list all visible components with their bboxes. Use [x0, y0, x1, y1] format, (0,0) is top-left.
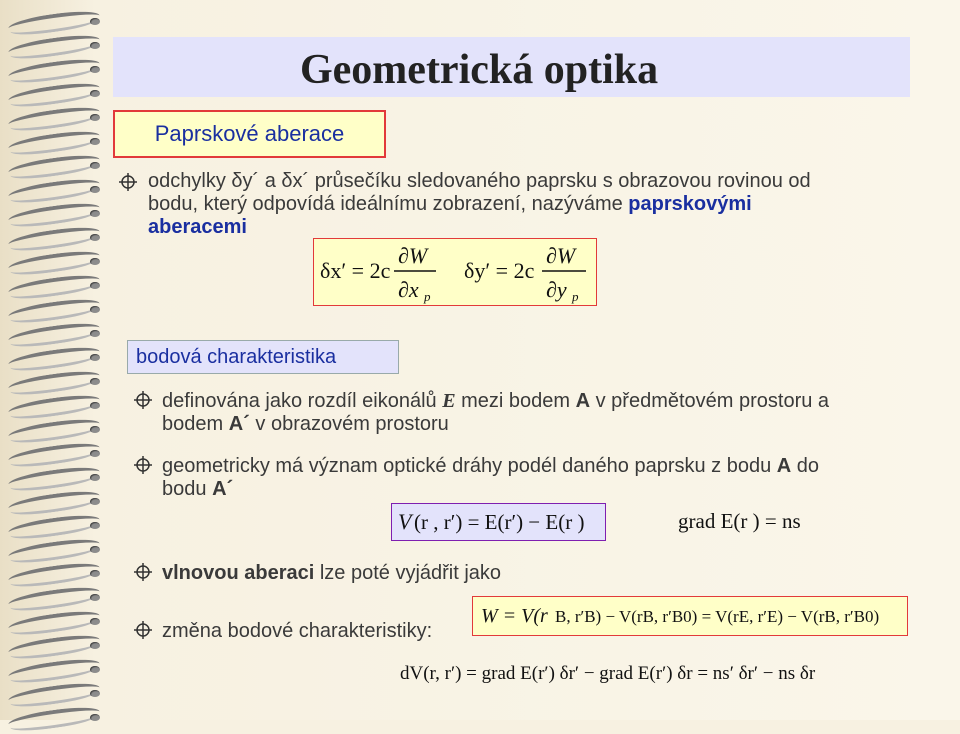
- spiral-coil: [8, 178, 108, 200]
- formula1-sub1: p: [424, 289, 431, 304]
- spiral-coil: [8, 442, 108, 464]
- bullet1-term: paprskovými: [628, 193, 752, 215]
- bullet1-line2-text: bodu, který odpovídá ideálnímu zobrazení, nazýváme: [148, 193, 629, 215]
- formula2-v: V: [398, 509, 412, 534]
- spiral-coil: [8, 346, 108, 368]
- formula1-num2: ∂W: [546, 243, 576, 268]
- formula2-args: (r , r′) = E(r′) − E(r ): [414, 510, 585, 534]
- bullet-icon: [133, 390, 153, 410]
- spiral-coil: [8, 130, 108, 152]
- spiral-coil: [8, 298, 108, 320]
- spiral-coil: [8, 634, 108, 656]
- formula1-lhs1: δx′ = 2c: [320, 258, 391, 283]
- spiral-coil: [8, 154, 108, 176]
- spiral-coil: [8, 58, 108, 80]
- formula5-text: dV(r, r′) = grad E(r′) δr′ − grad E(r′) δr = ns′ δr′ − ns δr: [400, 663, 816, 684]
- bullet2-text-h: v obrazovém prostoru: [249, 413, 449, 435]
- bullet-icon: [133, 455, 153, 475]
- spiral-coil: [8, 82, 108, 104]
- formula3-grad: grad E(r ) = ns: [678, 509, 801, 533]
- bullet2-text-c: mezi bodem: [455, 390, 576, 412]
- subsection-label: bodová charakteristika: [127, 340, 399, 374]
- formula1-den2: ∂y: [546, 277, 567, 302]
- spiral-coil: [8, 394, 108, 416]
- bullet1-text: [148, 170, 908, 239]
- formula4-rhs: B, r′B) − V(rB, r′B0) = V(rE, r′E) − V(rB, r′B0): [555, 607, 880, 626]
- bullet5-text: změna bodové charakteristiky:: [162, 620, 433, 642]
- bullet4-text: [162, 562, 582, 585]
- spiral-coil: [8, 682, 108, 704]
- bullet3-point-a-prime: A´: [212, 478, 234, 500]
- spiral-coil: [8, 706, 108, 728]
- spiral-coil: [8, 466, 108, 488]
- bullet2-eikonal: E: [442, 390, 456, 412]
- spiral-binding: [0, 0, 110, 720]
- bullet3-line1: [162, 455, 922, 478]
- bullet1-line1: odchylky δy´ a δx´ průsečíku sledovaného paprsku s obrazovou rovinou od: [148, 170, 811, 192]
- formula-wave-aberration: [472, 596, 908, 636]
- bullet2-line2: [162, 413, 922, 436]
- spiral-coil: [8, 610, 108, 632]
- section-label: Paprskové aberace: [113, 110, 386, 158]
- bullet2-line1: [162, 390, 922, 413]
- bullet1-line3: aberacemi: [148, 216, 247, 238]
- formula1-lhs2: δy′ = 2c: [464, 258, 535, 283]
- bullet2-point-a-prime: A´: [228, 413, 250, 435]
- bullet4-text-b: lze poté vyjádřit jako: [314, 562, 502, 584]
- spiral-coil: [8, 490, 108, 512]
- bullet3-text: [162, 455, 922, 501]
- spiral-coil: [8, 226, 108, 248]
- bullet1-line2: [148, 193, 908, 216]
- bullet3-line2: [162, 478, 922, 501]
- formula-gradient: [676, 503, 876, 539]
- bullet-icon: [133, 562, 153, 582]
- bullet3-text-a: geometricky má význam optické dráhy podél daného paprsku z bodu: [162, 455, 777, 477]
- spiral-coil: [8, 370, 108, 392]
- bullet2-text-a: definována jako rozdíl eikonálů: [162, 390, 443, 412]
- spiral-coil: [8, 106, 108, 128]
- formula1-sub2: p: [572, 289, 579, 304]
- spiral-coil: [8, 10, 108, 32]
- spiral-coil: [8, 514, 108, 536]
- spiral-coil: [8, 274, 108, 296]
- bullet2-text-e: v předmětovém prostoru a: [590, 390, 830, 412]
- spiral-coil: [8, 322, 108, 344]
- bullet3-text-c: do: [791, 455, 820, 477]
- bullet-icon: [133, 620, 153, 640]
- bullet4-term: vlnovou aberaci: [162, 562, 315, 584]
- page-title: Geometrická optika: [300, 47, 659, 93]
- bullet3-text-d: bodu: [162, 478, 213, 500]
- spiral-coil: [8, 34, 108, 56]
- bullet2-text: [162, 390, 922, 436]
- bullet2-point-a: A: [575, 390, 591, 412]
- formula-ray-aberration: [313, 238, 597, 306]
- spiral-coil: [8, 658, 108, 680]
- formula-point-characteristic: [391, 503, 606, 541]
- bullet3-point-a: A: [776, 455, 792, 477]
- spiral-coil: [8, 586, 108, 608]
- formula4-lhs: W = V(r: [481, 605, 548, 627]
- formula1-num1: ∂W: [398, 243, 428, 268]
- spiral-coil: [8, 418, 108, 440]
- spiral-coil: [8, 250, 108, 272]
- spiral-coil: [8, 538, 108, 560]
- bullet-icon: [118, 172, 138, 192]
- formula1-den1: ∂x: [398, 277, 419, 302]
- formula-characteristic-change: [398, 652, 928, 692]
- bullet2-text-f: bodem: [162, 413, 229, 435]
- spiral-coil: [8, 562, 108, 584]
- spiral-coil: [8, 202, 108, 224]
